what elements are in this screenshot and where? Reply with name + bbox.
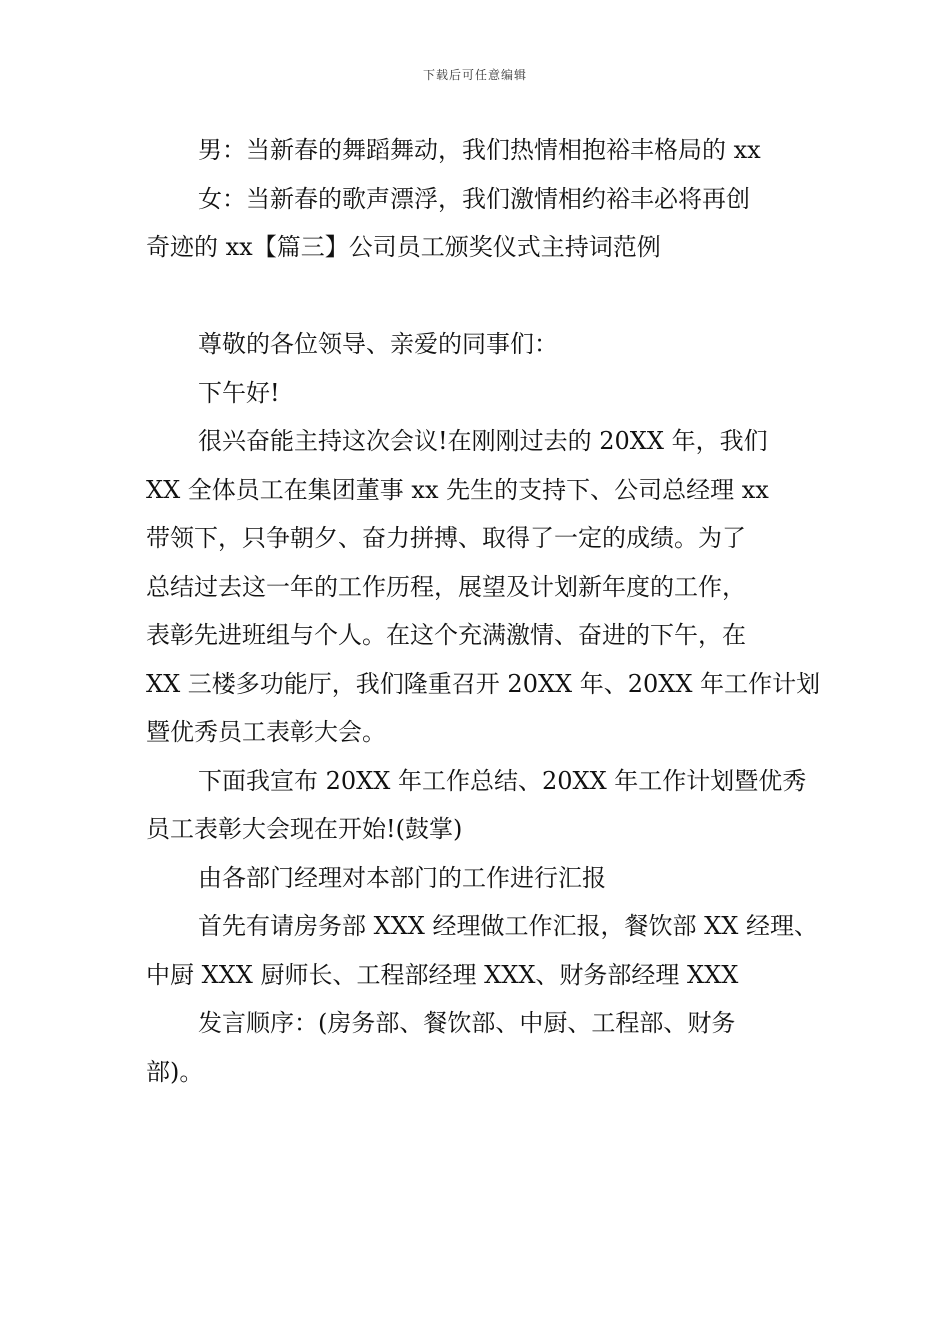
blank-line [146,272,826,321]
text-line: 首先有请房务部 XXX 经理做工作汇报，餐饮部 XX 经理、 [198,912,818,940]
text-line: 总结过去这一年的工作历程，展望及计划新年度的工作， [146,572,746,601]
header-note: 下载后可任意编辑 [422,68,527,82]
text-line: 员工表彰大会现在开始!(鼓掌) [146,815,463,843]
text-line: 下午好! [198,378,280,407]
text-line: 发言顺序：(房务部、餐饮部、中厨、工程部、财务 [198,1009,736,1037]
text-line: 部)。 [146,1057,204,1086]
text-line: 女：当新春的歌声漂浮，我们激情相约裕丰必将再创 [198,184,750,213]
text-line: 暨优秀员工表彰大会。 [146,718,386,746]
text-line: 由各部门经理对本部门的工作进行汇报 [198,863,606,892]
text-line: 奇迹的 xx【篇三】公司员工颁奖仪式主持词范例 [146,233,661,261]
text-line: XX 全体员工在集团董事 xx 先生的支持下、公司总经理 xx [146,475,769,504]
text-line: 中厨 XXX 厨师长、工程部经理 XXX、财务部经理 XXX [146,960,739,989]
text-line: 男：当新春的舞蹈舞动，我们热情相抱裕丰格局的 xx [198,136,761,164]
text-line: 带领下，只争朝夕、奋力拼搏、取得了一定的成绩。为了 [146,524,746,552]
text-line: 很兴奋能主持这次会议!在刚刚过去的 20XX 年，我们 [198,427,768,455]
text-line: XX 三楼多功能厅，我们隆重召开 20XX 年、20XX 年工作计划 [146,669,821,698]
text-line: 尊敬的各位领导、亲爱的同事们： [198,330,558,358]
text-line: 下面我宣布 20XX 年工作总结、20XX 年工作计划暨优秀 [198,766,807,795]
document-body [146,126,826,1096]
text-line: 表彰先进班组与个人。在这个充满激情、奋进的下午，在 [146,621,746,649]
